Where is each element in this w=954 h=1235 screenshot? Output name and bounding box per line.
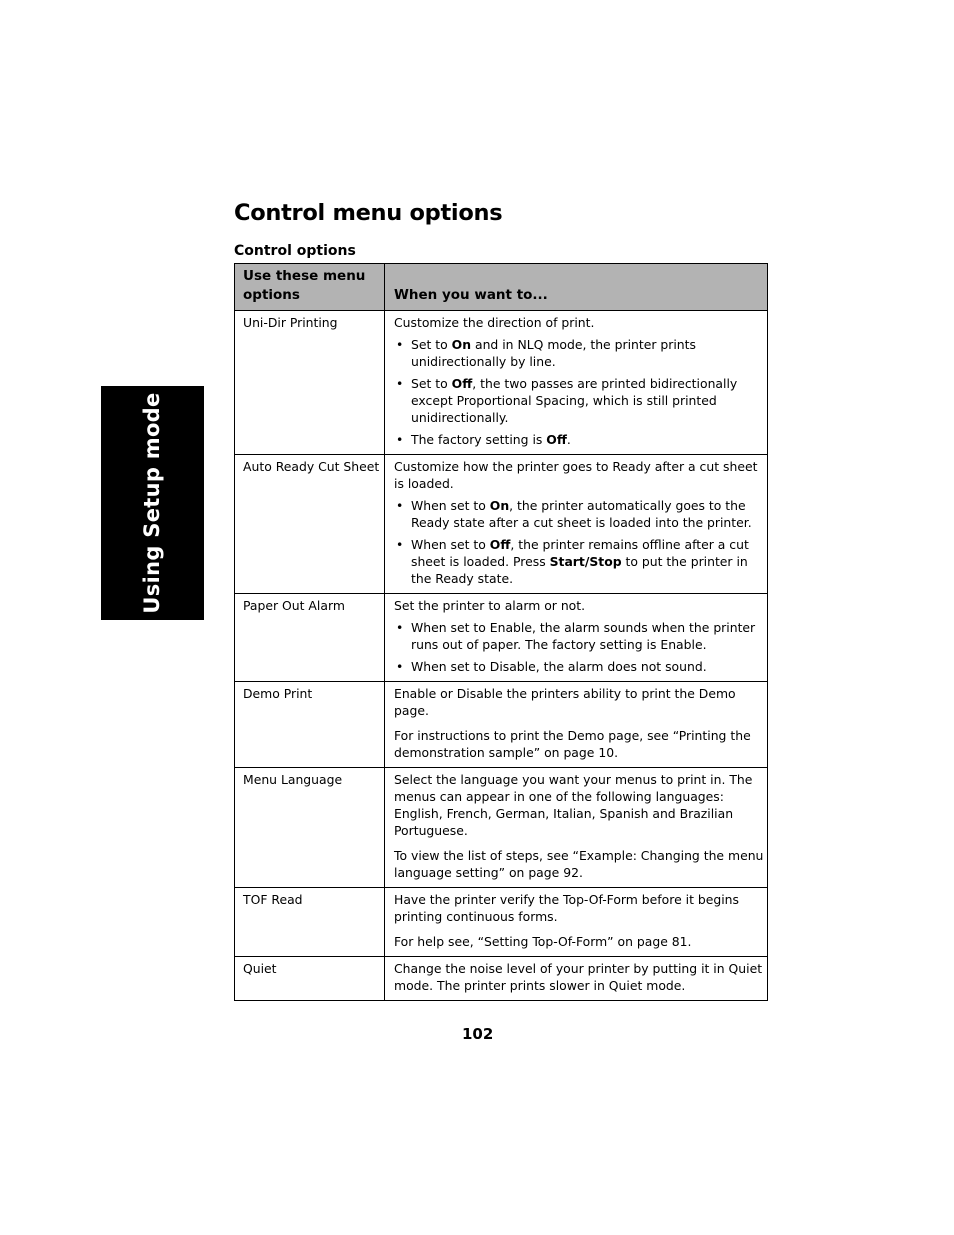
description-text: Select the language you want your menus to print in. The menus can appear in one of the following languages: English, French, German, Italian, Spanish and Brazilian Portuguese. bbox=[394, 772, 753, 838]
description-text: Set the printer to alarm or not. bbox=[394, 598, 586, 613]
option-description bbox=[385, 957, 768, 1001]
page-number: 102 bbox=[462, 1025, 494, 1043]
table-row bbox=[235, 311, 768, 455]
table-row bbox=[235, 888, 768, 957]
bold-term: On bbox=[451, 337, 472, 352]
bold-term: Off bbox=[489, 537, 511, 552]
description-note: For instructions to print the Demo page, see “Printing the demonstration sample” on page 10. bbox=[394, 728, 751, 760]
table-row bbox=[235, 594, 768, 682]
bold-term: Start/Stop bbox=[549, 554, 622, 569]
option-name: Quiet bbox=[235, 957, 385, 1001]
option-description bbox=[385, 682, 768, 768]
bullet-text: and in NLQ mode, the printer prints unidirectionally by line. bbox=[411, 337, 696, 369]
option-name: Uni-Dir Printing bbox=[235, 311, 385, 455]
table-row bbox=[235, 455, 768, 594]
description-text: Enable or Disable the printers ability to print the Demo page. bbox=[394, 686, 736, 718]
option-name: Menu Language bbox=[235, 768, 385, 888]
bold-term: Off bbox=[451, 376, 473, 391]
description-text: Change the noise level of your printer by putting it in Quiet mode. The printer prints slower in Quiet mode. bbox=[394, 961, 763, 993]
bullet-text: When set to Enable, the alarm sounds when the printer runs out of paper. The factory setting is Enable. bbox=[411, 620, 756, 652]
description-note: For help see, “Setting Top-Of-Form” on page 81. bbox=[394, 934, 692, 949]
option-name: Paper Out Alarm bbox=[235, 594, 385, 682]
bullet-item bbox=[394, 375, 765, 426]
option-name: Demo Print bbox=[235, 682, 385, 768]
section-tab-label: Using Setup mode bbox=[140, 392, 164, 614]
bold-term: On bbox=[489, 498, 510, 513]
bold-term: Off bbox=[546, 432, 567, 447]
bullet-item bbox=[394, 431, 765, 448]
table-caption: Control options bbox=[234, 243, 356, 259]
header-when: When you want to... bbox=[385, 264, 768, 311]
bullet-text: , the printer automatically goes to the Ready state after a cut sheet is loaded into the printer. bbox=[411, 498, 752, 530]
description-text: Customize the direction of print. bbox=[394, 315, 595, 330]
bullet-text: Set to bbox=[411, 337, 452, 352]
table-row bbox=[235, 768, 768, 888]
option-name: TOF Read bbox=[235, 888, 385, 957]
bullet-list bbox=[394, 497, 765, 587]
bullet-item bbox=[394, 536, 765, 587]
bullet-item bbox=[394, 658, 765, 675]
table-row bbox=[235, 957, 768, 1001]
bullet-text: When set to Disable, the alarm does not sound. bbox=[411, 659, 707, 674]
description-text: Customize how the printer goes to Ready after a cut sheet is loaded. bbox=[394, 459, 758, 491]
table-header-row bbox=[235, 264, 768, 311]
bullet-text: Set to bbox=[411, 376, 452, 391]
bullet-text: The factory setting is bbox=[411, 432, 547, 447]
description-note: To view the list of steps, see “Example: Changing the menu language setting” on page 92. bbox=[394, 848, 764, 880]
bullet-list bbox=[394, 619, 765, 675]
bullet-item bbox=[394, 336, 765, 370]
bullet-text: When set to bbox=[411, 537, 490, 552]
option-description bbox=[385, 311, 768, 455]
bullet-text: to put the printer in the Ready state. bbox=[411, 554, 748, 586]
header-options: Use these menu options bbox=[235, 264, 385, 311]
description-text: Have the printer verify the Top-Of-Form before it begins printing continuous forms. bbox=[394, 892, 739, 924]
bullet-text: . bbox=[566, 432, 571, 447]
bullet-text: , the two passes are printed bidirectionally except Proportional Spacing, which is still printed unidirectionally. bbox=[411, 376, 738, 425]
section-tab bbox=[101, 386, 204, 620]
bullet-item bbox=[394, 619, 765, 653]
table-row bbox=[235, 682, 768, 768]
option-description bbox=[385, 455, 768, 594]
option-name: Auto Ready Cut Sheet bbox=[235, 455, 385, 594]
option-description bbox=[385, 594, 768, 682]
bullet-list bbox=[394, 336, 765, 448]
bullet-text: When set to bbox=[411, 498, 490, 513]
bullet-text: , the printer remains offline after a cut sheet is loaded. Press bbox=[411, 537, 749, 569]
page-title: Control menu options bbox=[234, 200, 503, 226]
control-options-table bbox=[234, 263, 768, 1001]
bullet-item bbox=[394, 497, 765, 531]
option-description bbox=[385, 888, 768, 957]
option-description bbox=[385, 768, 768, 888]
